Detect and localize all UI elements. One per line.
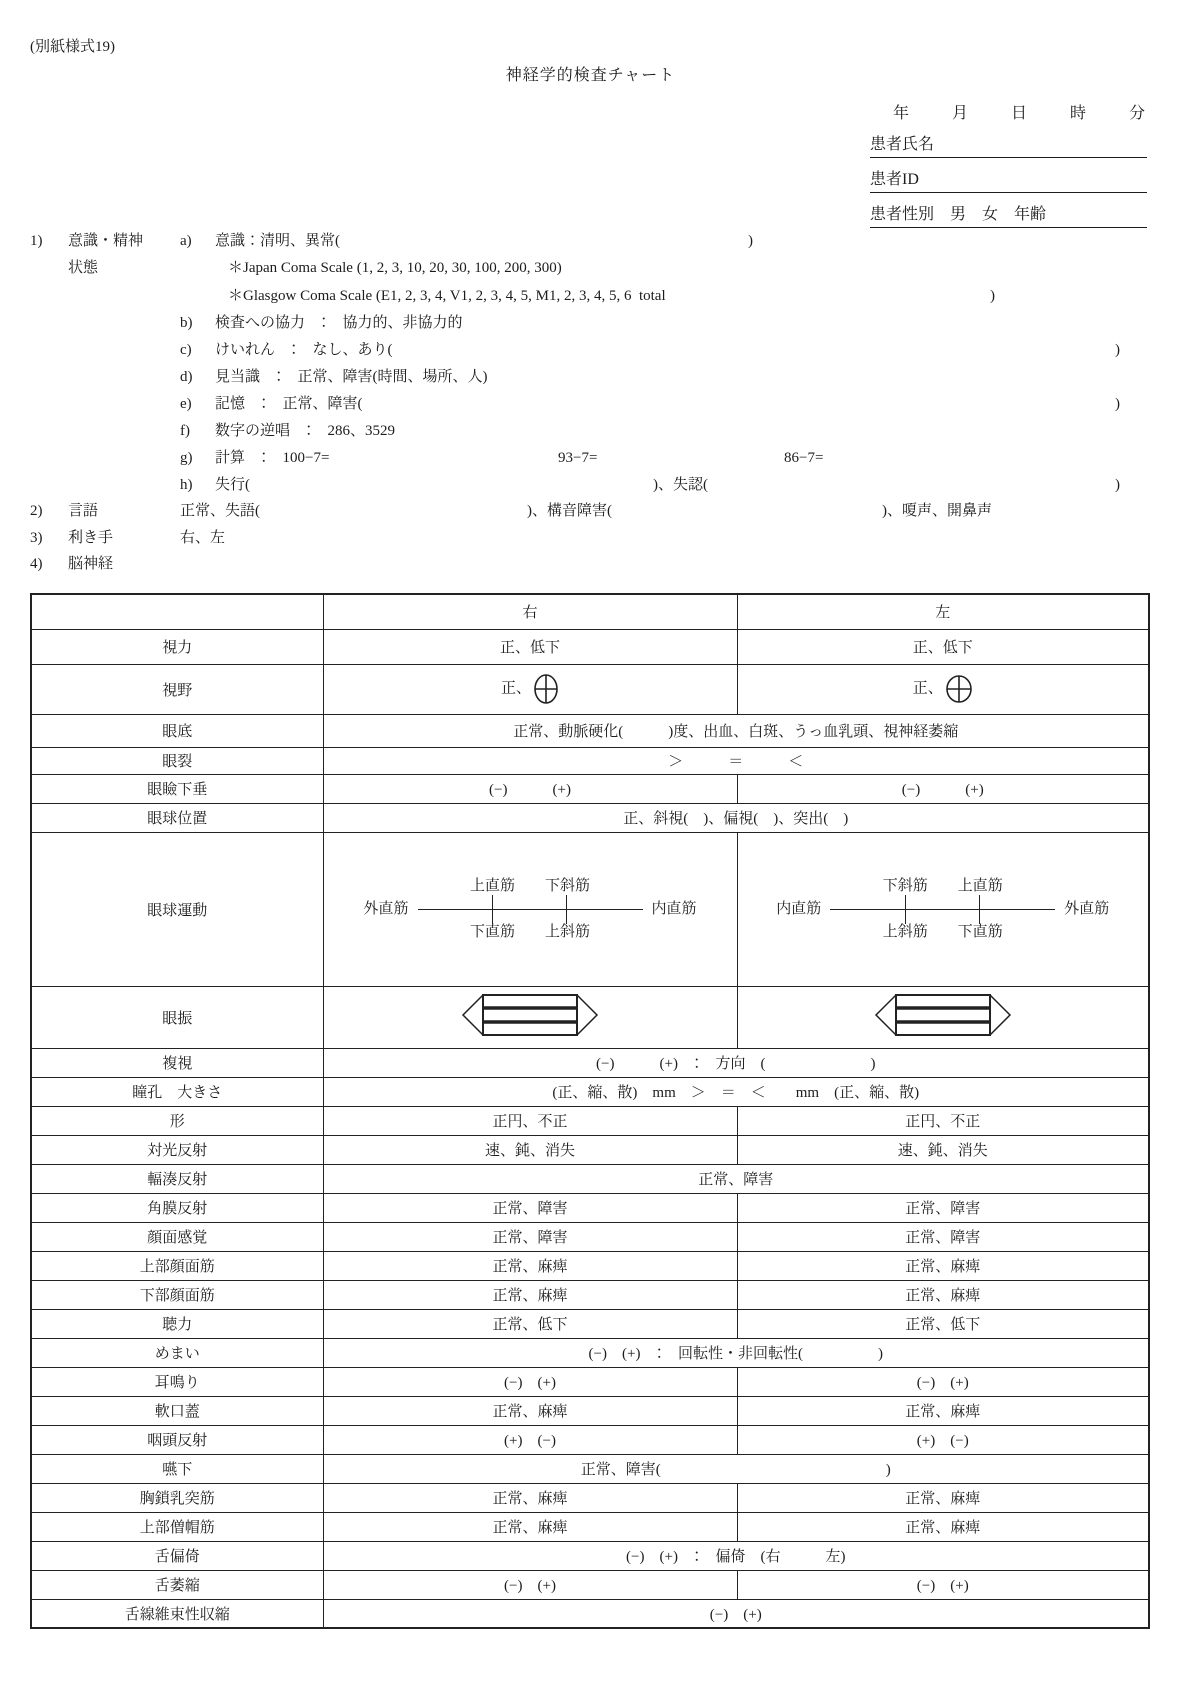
header-right: 右 [323,594,737,629]
cell-right: 正常、麻痺 [323,1280,737,1309]
item-a-close-paren: ) [748,233,753,249]
cell-right [323,986,737,1048]
item-a-text: 意識：清明、異常( [215,233,340,249]
row-label: 眼球位置 [31,803,323,832]
row-label: 眼球運動 [31,832,323,986]
table-row [31,774,1149,803]
date-unit-minute: 分 [1128,105,1145,122]
item-h-close-paren: ) [1115,477,1120,493]
row-label: 対光反射 [31,1135,323,1164]
cell-left: (−) (+) [737,1367,1149,1396]
eye-movement-axis [830,901,1055,918]
date-unit-year: 年 [893,105,910,122]
visual-field-circle-icon [533,673,559,705]
row-label: 形 [31,1106,323,1135]
cell-span: ＞ ＝ ＜ [323,747,1149,774]
item-c-text: けいれん ： なし、あり( [215,342,393,358]
cell-span: (−) (+) ： 回転性・非回転性( ) [323,1338,1149,1367]
row-label: 瞳孔 大きさ [31,1077,323,1106]
patient-sex-age-field: 患者性別 男 女 年齢 [870,201,1147,228]
table-row [31,1541,1149,1570]
row-label: 舌偏倚 [31,1541,323,1570]
table-row [31,1309,1149,1338]
table-row [31,832,1149,986]
section2-label: 言語 [68,503,99,519]
table-row [31,714,1149,747]
patient-name-field: 患者氏名 [870,131,1147,158]
item-g-calc2: 93−7= [558,450,598,466]
cell-left: 正常、麻痺 [737,1251,1149,1280]
cell-left: 正常、麻痺 [737,1280,1149,1309]
cell-right: 正円、不正 [323,1106,737,1135]
cell-right: 正常、麻痺 [323,1483,737,1512]
cell-right: 正常、麻痺 [323,1251,737,1280]
item-d-text: 見当識 ： 正常、障害(時間、場所、人) [215,369,488,385]
item-e-text: 記憶 ： 正常、障害( [215,396,363,412]
row-label: 複視 [31,1048,323,1077]
cell-right: 正常、麻痺 [323,1512,737,1541]
table-row [31,986,1149,1048]
section4-number: 4) [30,556,43,572]
cell-span: (正、縮、散) mm ＞ ＝ ＜ mm (正、縮、散) [323,1077,1149,1106]
cell-right: 正常、麻痺 [323,1396,737,1425]
item-h-id: h) [180,477,193,493]
row-label: 視力 [31,629,323,664]
eye-movement-axis [418,901,643,918]
table-row [31,1425,1149,1454]
table-row [31,747,1149,774]
cell-span: (−) (+) ： 方向 ( ) [323,1048,1149,1077]
row-label: 顔面感覚 [31,1222,323,1251]
table-row [31,1570,1149,1599]
row-label: 耳鳴り [31,1367,323,1396]
cell-left: 正常、麻痺 [737,1396,1149,1425]
row-label: 下部顔面筋 [31,1280,323,1309]
row-label: 嚥下 [31,1454,323,1483]
cell-right [323,664,737,714]
muscle-label: 上斜筋 [545,923,591,940]
row-label: 軟口蓋 [31,1396,323,1425]
table-row [31,803,1149,832]
item-f-id: f) [180,423,190,439]
table-row [31,1280,1149,1309]
muscle-label: 上斜筋 [882,923,928,940]
cell-left: (−) (+) [737,774,1149,803]
section4-label: 脳神経 [68,556,114,572]
section1-label: 意識・精神 [68,233,144,249]
visual-field-prefix: 正、 [912,680,943,697]
japan-coma-scale-line: ＊Japan Coma Scale (1, 2, 3, 10, 20, 30, 100, 200, 300) [228,260,562,276]
cell-left: (−) (+) [737,1570,1149,1599]
row-label: 上部顔面筋 [31,1251,323,1280]
nystagmus-diagram-icon [460,992,600,1038]
cranial-nerve-table [30,593,1150,1629]
header-empty [31,594,323,629]
cell-right: 正常、障害 [323,1193,737,1222]
item-h-mid: )、失認( [653,477,708,493]
table-row [31,1512,1149,1541]
table-row [31,1599,1149,1628]
row-label: 聴力 [31,1309,323,1338]
row-label: 角膜反射 [31,1193,323,1222]
muscle-label: 外直筋 [1064,900,1110,917]
cell-left [737,664,1149,714]
muscle-label: 内直筋 [651,900,697,917]
cell-right: (+) (−) [323,1425,737,1454]
table-row [31,1454,1149,1483]
date-unit-day: 日 [1010,105,1027,122]
section3-number: 3) [30,530,43,546]
cell-span: 正、斜視( )、偏視( )、突出( ) [323,803,1149,832]
row-label: 胸鎖乳突筋 [31,1483,323,1512]
muscle-label: 下直筋 [957,923,1003,940]
cell-span: 正常、動脈硬化( )度、出血、白斑、うっ血乳頭、視神経萎縮 [323,714,1149,747]
table-row [31,1048,1149,1077]
cell-left [737,832,1149,986]
row-label: 眼瞼下垂 [31,774,323,803]
cell-left [737,986,1149,1048]
cell-span: 正常、障害( ) [323,1454,1149,1483]
row-label: めまい [31,1338,323,1367]
table-row [31,1106,1149,1135]
item-e-id: e) [180,396,192,412]
cell-left: 正常、麻痺 [737,1512,1149,1541]
row-label: 眼裂 [31,747,323,774]
row-label: 眼振 [31,986,323,1048]
muscle-label: 外直筋 [363,900,409,917]
nystagmus-diagram-icon [873,992,1013,1038]
muscle-label: 下斜筋 [882,877,928,894]
row-label: 舌萎縮 [31,1570,323,1599]
cell-right: 速、鈍、消失 [323,1135,737,1164]
cell-left: 正常、障害 [737,1193,1149,1222]
item-h-text: 失行( [215,477,250,493]
row-label: 上部僧帽筋 [31,1512,323,1541]
item-c-id: c) [180,342,192,358]
item-a-id: a) [180,233,192,249]
section3-text: 右、左 [180,530,226,546]
page-title: 神経学的検査チャート [505,67,676,84]
glasgow-close-paren: ) [990,288,995,304]
item-g-calc3: 86−7= [784,450,824,466]
table-row [31,629,1149,664]
table-row [31,1396,1149,1425]
cell-right [323,832,737,986]
cell-right: (−) (+) [323,774,737,803]
table-row [31,1367,1149,1396]
cell-right: 正常、障害 [323,1222,737,1251]
glasgow-coma-scale-line: ＊Glasgow Coma Scale (E1, 2, 3, 4, V1, 2, 3, 4, 5, M1, 2, 3, 4, 5, 6 total [228,288,666,304]
visual-field-prefix: 正、 [500,680,531,697]
section1-number: 1) [30,233,43,249]
row-label: 輻湊反射 [31,1164,323,1193]
muscle-label: 下斜筋 [545,877,591,894]
item-b-text: 検査への協力 ： 協力的、非協力的 [215,315,463,331]
table-header-row [31,594,1149,629]
row-label: 視野 [31,664,323,714]
visual-field-circle-icon [945,674,973,704]
section2-text1: 正常、失語( [180,503,260,519]
muscle-label: 上直筋 [957,877,1003,894]
row-label: 舌線維束性収縮 [31,1599,323,1628]
cell-left: 正常、麻痺 [737,1483,1149,1512]
row-label: 咽頭反射 [31,1425,323,1454]
table-row [31,1164,1149,1193]
cell-left: 正、低下 [737,629,1149,664]
table-row [31,1193,1149,1222]
cell-span: 正常、障害 [323,1164,1149,1193]
date-unit-month: 月 [951,105,968,122]
section3-label: 利き手 [68,530,114,546]
table-row [31,1077,1149,1106]
cell-span: (−) (+) ： 偏倚 (右 左) [323,1541,1149,1570]
cell-right: 正、低下 [323,629,737,664]
exam-datetime-line [893,100,1145,123]
muscle-label: 内直筋 [776,900,822,917]
patient-id-field: 患者ID [870,166,1147,193]
date-unit-hour: 時 [1069,105,1086,122]
table-row [31,1251,1149,1280]
cell-left: 正常、低下 [737,1309,1149,1338]
row-label: 眼底 [31,714,323,747]
cell-left: 速、鈍、消失 [737,1135,1149,1164]
cell-right: 正常、低下 [323,1309,737,1338]
header-left: 左 [737,594,1149,629]
form-number: (別紙様式19) [30,39,115,55]
cell-right: (−) (+) [323,1570,737,1599]
cell-left: (+) (−) [737,1425,1149,1454]
section2-number: 2) [30,503,43,519]
section2-text3: )、嗄声、開鼻声 [882,503,992,519]
muscle-label: 下直筋 [469,923,515,940]
cell-span: (−) (+) [323,1599,1149,1628]
item-g-id: g) [180,450,193,466]
item-d-id: d) [180,369,193,385]
item-g-text: 計算 ： 100−7= [215,450,330,466]
eye-movement-diagram-left [738,867,1149,952]
eye-movement-diagram-right [324,867,737,952]
table-row [31,1222,1149,1251]
item-b-id: b) [180,315,193,331]
item-e-close-paren: ) [1115,396,1120,412]
muscle-label: 上直筋 [469,877,515,894]
item-f-text: 数字の逆唱 ： 286、3529 [215,423,396,439]
table-row [31,1483,1149,1512]
section2-text2: )、構音障害( [527,503,612,519]
section1-label2: 状態 [68,260,99,276]
cell-right: (−) (+) [323,1367,737,1396]
cell-left: 正常、障害 [737,1222,1149,1251]
table-row [31,664,1149,714]
cell-left: 正円、不正 [737,1106,1149,1135]
item-c-close-paren: ) [1115,342,1120,358]
table-row [31,1338,1149,1367]
table-row [31,1135,1149,1164]
